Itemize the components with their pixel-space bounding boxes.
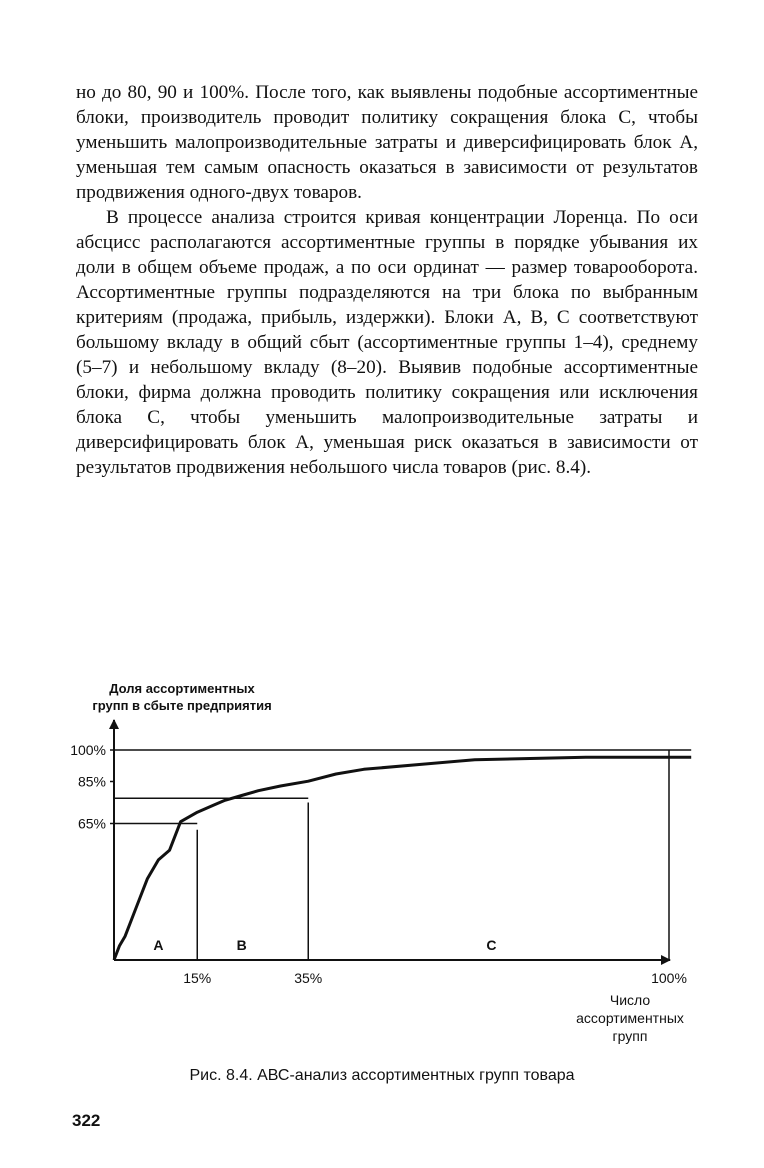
figure-caption: Рис. 8.4. АВС-анализ ассортиментных групп товара — [189, 1067, 575, 1084]
page-number: 322 — [72, 1111, 101, 1130]
region-label: C — [486, 937, 497, 953]
region-label: B — [236, 937, 247, 953]
abc-analysis-chart — [40, 660, 740, 1060]
x-tick-label: 100% — [651, 970, 687, 986]
x-axis-label-line-3: групп — [612, 1028, 648, 1044]
paragraph-1: но до 80, 90 и 100%. После того, как выявлены подобные ассортиментные блоки, производитель проводит политику сокращения блока С, чтобы уменьшить малопроизводительные затраты и диверсифицировать блок А, уменьшая тем самым опасность оказаться в зависимости от результатов продвижения одного-двух товаров. — [76, 82, 698, 203]
lorenz-curve — [114, 757, 691, 960]
paragraph-2: В процессе анализа строится кривая концентрации Лоренца. По оси абсцисс располагаются ассортиментные группы в порядке убывания их доли в общем объеме продаж, а по оси ординат — размер товарооборота. Ассортиментные группы подразделяются на три блока по выбранным критериям (продажа, прибыль, издержки). Блоки А, В, С соответствуют большому вкладу в общий сбыт (ассортиментные группы 1–4), среднему (5–7) и небольшому вкладу (8–20). Выявив подобные ассортиментные блоки, фирма должна проводить политику сокращения или исключения блока С, чтобы уменьшить малопроизводительные затраты и диверсифицировать блок А, уменьшая риск оказаться в зависимости от результатов продвижения небольшого числа товаров (рис. 8.4). — [76, 207, 698, 478]
y-tick-label: 65% — [77, 815, 106, 832]
y-tick-label: 100% — [70, 742, 106, 758]
y-tick-label: 85% — [77, 773, 106, 790]
y-axis-label-line-1: Доля ассортиментных — [109, 681, 255, 696]
y-axis-label-line-2: групп в сбыте предприятия — [92, 698, 272, 713]
region-label: A — [153, 937, 164, 953]
body-text — [76, 80, 698, 480]
x-axis-label-line-1: Число — [609, 992, 651, 1008]
x-tick-label: 15% — [183, 970, 212, 986]
x-tick-label: 35% — [294, 970, 323, 986]
x-axis-label-line-2: ассортиментных — [576, 1010, 684, 1026]
